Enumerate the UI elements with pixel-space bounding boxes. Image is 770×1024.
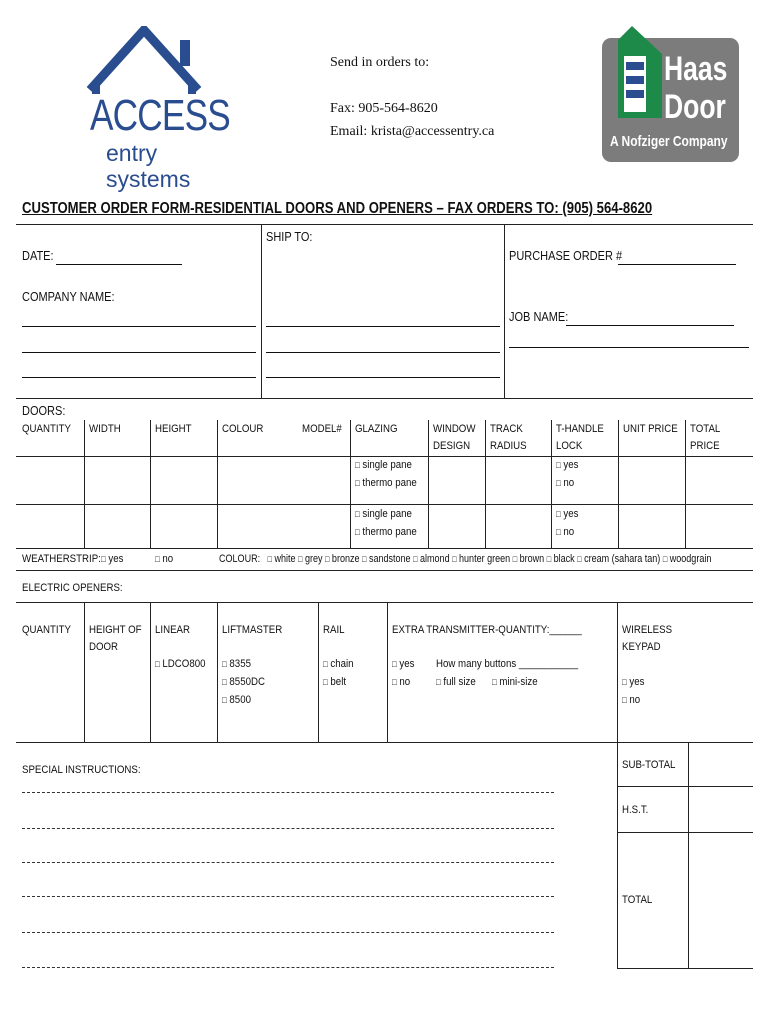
doors-section-label: DOORS: [22,404,66,418]
col-unit-price: UNIT PRICE [623,423,678,435]
option-label: single pane [362,459,412,471]
access-logo [84,26,234,192]
weatherstrip-yes[interactable] [101,553,123,565]
send-orders-label: Send in orders to: [330,55,430,70]
liftmaster-8355[interactable] [222,658,251,670]
special-line-1[interactable] [22,792,554,793]
option-label: 8355 [229,658,251,670]
glazing-thermo-pane-2[interactable] [355,526,417,538]
ship-to-line-2[interactable] [266,352,500,353]
job-name-field-2[interactable] [509,347,749,348]
option-label: hunter green [459,553,511,565]
option-label: yes [563,459,579,471]
colour-cream[interactable] [577,553,660,565]
option-label: bronze [331,553,360,565]
liftmaster-8550dc[interactable] [222,676,265,688]
lock-yes-1[interactable] [556,459,578,471]
col-quantity: QUANTITY [22,423,71,435]
op-col-wireless-line2: KEYPAD [622,641,661,653]
colour-black[interactable] [547,553,575,565]
company-name-line-3[interactable] [22,377,256,378]
total-field[interactable] [689,833,752,967]
col-total-line2: PRICE [690,440,720,452]
date-label: DATE: [22,249,54,263]
colour-grey[interactable] [298,553,322,565]
ship-to-label: SHIP TO: [266,230,313,244]
weatherstrip-colour-row [219,553,711,565]
option-label: single pane [362,508,412,520]
job-name-field[interactable] [566,325,734,326]
option-label: thermo pane [362,477,417,489]
colour-label: COLOUR: [219,553,261,565]
subtotal-label: SUB-TOTAL [622,759,676,771]
option-label: thermo pane [362,526,417,538]
lock-no-2[interactable] [556,526,574,538]
glazing-single-pane-1[interactable] [355,459,412,471]
op-col-rail: RAIL [323,624,345,636]
job-name-label: JOB NAME: [509,310,569,324]
date-field[interactable] [56,264,182,265]
col-total-line1: TOTAL [690,423,721,435]
company-name-line-1[interactable] [22,326,256,327]
option-label: yes [108,553,124,565]
option-label: sandstone [368,553,411,565]
fax-line: Fax: 905-564-8620 [330,101,438,116]
transmitter-mini-size[interactable] [492,676,538,688]
col-total-price [690,421,720,455]
option-label: chain [330,658,354,670]
colour-almond[interactable] [413,553,450,565]
form-title: CUSTOMER ORDER FORM-RESIDENTIAL DOORS AND OPENERS – FAX ORDERS TO: (905) 564-8620 [22,200,653,217]
colour-hunter-green[interactable] [452,553,510,565]
op-col-wireless-keypad [622,622,672,656]
liftmaster-8500[interactable] [222,694,251,706]
option-label: brown [519,553,545,565]
col-window-design [433,421,475,455]
transmitter-full-size[interactable] [436,676,476,688]
special-line-3[interactable] [22,862,554,863]
col-colour: COLOUR [222,423,264,435]
option-label: mini-size [499,676,538,688]
colour-bronze[interactable] [325,553,360,565]
weatherstrip-label: WEATHERSTRIP: [22,553,101,565]
col-height: HEIGHT [155,423,192,435]
colour-woodgrain[interactable] [663,553,712,565]
colour-white[interactable] [268,553,296,565]
ship-to-line-3[interactable] [266,377,500,378]
company-name-label: COMPANY NAME: [22,290,115,304]
lock-no-1[interactable] [556,477,574,489]
col-thandle-lock [556,421,604,455]
option-label: yes [629,676,645,688]
option-label: almond [420,553,450,565]
access-logo-tagline: entry systems [106,140,191,192]
purchase-order-label: PURCHASE ORDER # [509,249,623,263]
door-emblem-icon [610,26,670,122]
col-thandle-line1: T-HANDLE [556,423,604,435]
how-many-buttons-field[interactable]: How many buttons ___________ [436,658,579,670]
lock-yes-2[interactable] [556,508,578,520]
subtotal-field[interactable] [689,743,752,785]
option-label: full size [443,676,476,688]
email-line: Email: krista@accessentry.ca [330,124,495,139]
option-label: 8500 [229,694,251,706]
op-col-height [89,622,142,656]
special-line-2[interactable] [22,828,554,829]
special-line-4[interactable] [22,896,554,897]
col-glazing: GLAZING [355,423,398,435]
special-line-5[interactable] [22,932,554,933]
option-label: cream (sahara tan) [584,553,661,565]
haas-tagline: A Nofziger Company [610,133,728,150]
col-thandle-line2: LOCK [556,440,583,452]
total-label: TOTAL [622,894,653,906]
col-width: WIDTH [89,423,121,435]
option-label: white [274,553,296,565]
access-logo-word: ACCESS [90,91,230,140]
col-track-line1: TRACK [490,423,523,435]
option-label: yes [399,658,415,670]
haas-word: Haas [664,50,728,88]
op-col-linear: LINEAR [155,624,190,636]
option-label: belt [330,676,347,688]
special-line-6[interactable] [22,967,554,968]
option-label: grey [304,553,323,565]
col-track-line2: RADIUS [490,440,527,452]
col-model: MODEL# [302,423,342,435]
option-label: LDCO800 [162,658,206,670]
openers-section-label: ELECTRIC OPENERS: [22,582,123,594]
option-label: no [563,477,575,489]
wireless-yes[interactable] [622,676,644,688]
option-label: black [553,553,575,565]
op-col-height-line2: DOOR [89,641,119,653]
op-col-quantity: QUANTITY [22,624,71,636]
col-window-line2: DESIGN [433,440,471,452]
option-label: no [629,694,641,706]
rail-chain[interactable] [323,658,354,670]
weatherstrip-no[interactable] [155,553,173,565]
option-label: 8550DC [229,676,265,688]
option-label: woodgrain [669,553,712,565]
linear-ldco800[interactable] [155,658,205,670]
rail-belt[interactable] [323,676,346,688]
extra-no[interactable] [392,676,410,688]
glazing-single-pane-2[interactable] [355,508,412,520]
extra-yes[interactable] [392,658,414,670]
option-label: no [162,553,174,565]
colour-brown[interactable] [513,553,544,565]
option-label: no [399,676,411,688]
col-window-line1: WINDOW [433,423,476,435]
door-word: Door [664,88,726,126]
col-track-radius [490,421,527,455]
option-label: yes [563,508,579,520]
glazing-thermo-pane-1[interactable] [355,477,417,489]
option-label: no [563,526,575,538]
wireless-no[interactable] [622,694,640,706]
hst-field[interactable] [689,787,752,831]
hst-label: H.S.T. [622,804,649,816]
ship-to-line-1[interactable] [266,326,500,327]
purchase-order-field[interactable] [618,264,736,265]
house-roof-icon [84,26,234,96]
op-col-extra-transmitter: EXTRA TRANSMITTER-QUANTITY:______ [392,624,582,636]
colour-sandstone[interactable] [362,553,411,565]
op-col-liftmaster: LIFTMASTER [222,624,283,636]
op-col-height-line1: HEIGHT OF [89,624,142,636]
haas-door-logo [602,38,739,162]
special-instructions-label: SPECIAL INSTRUCTIONS: [22,764,141,776]
op-col-wireless-line1: WIRELESS [622,624,673,636]
company-name-line-2[interactable] [22,352,256,353]
